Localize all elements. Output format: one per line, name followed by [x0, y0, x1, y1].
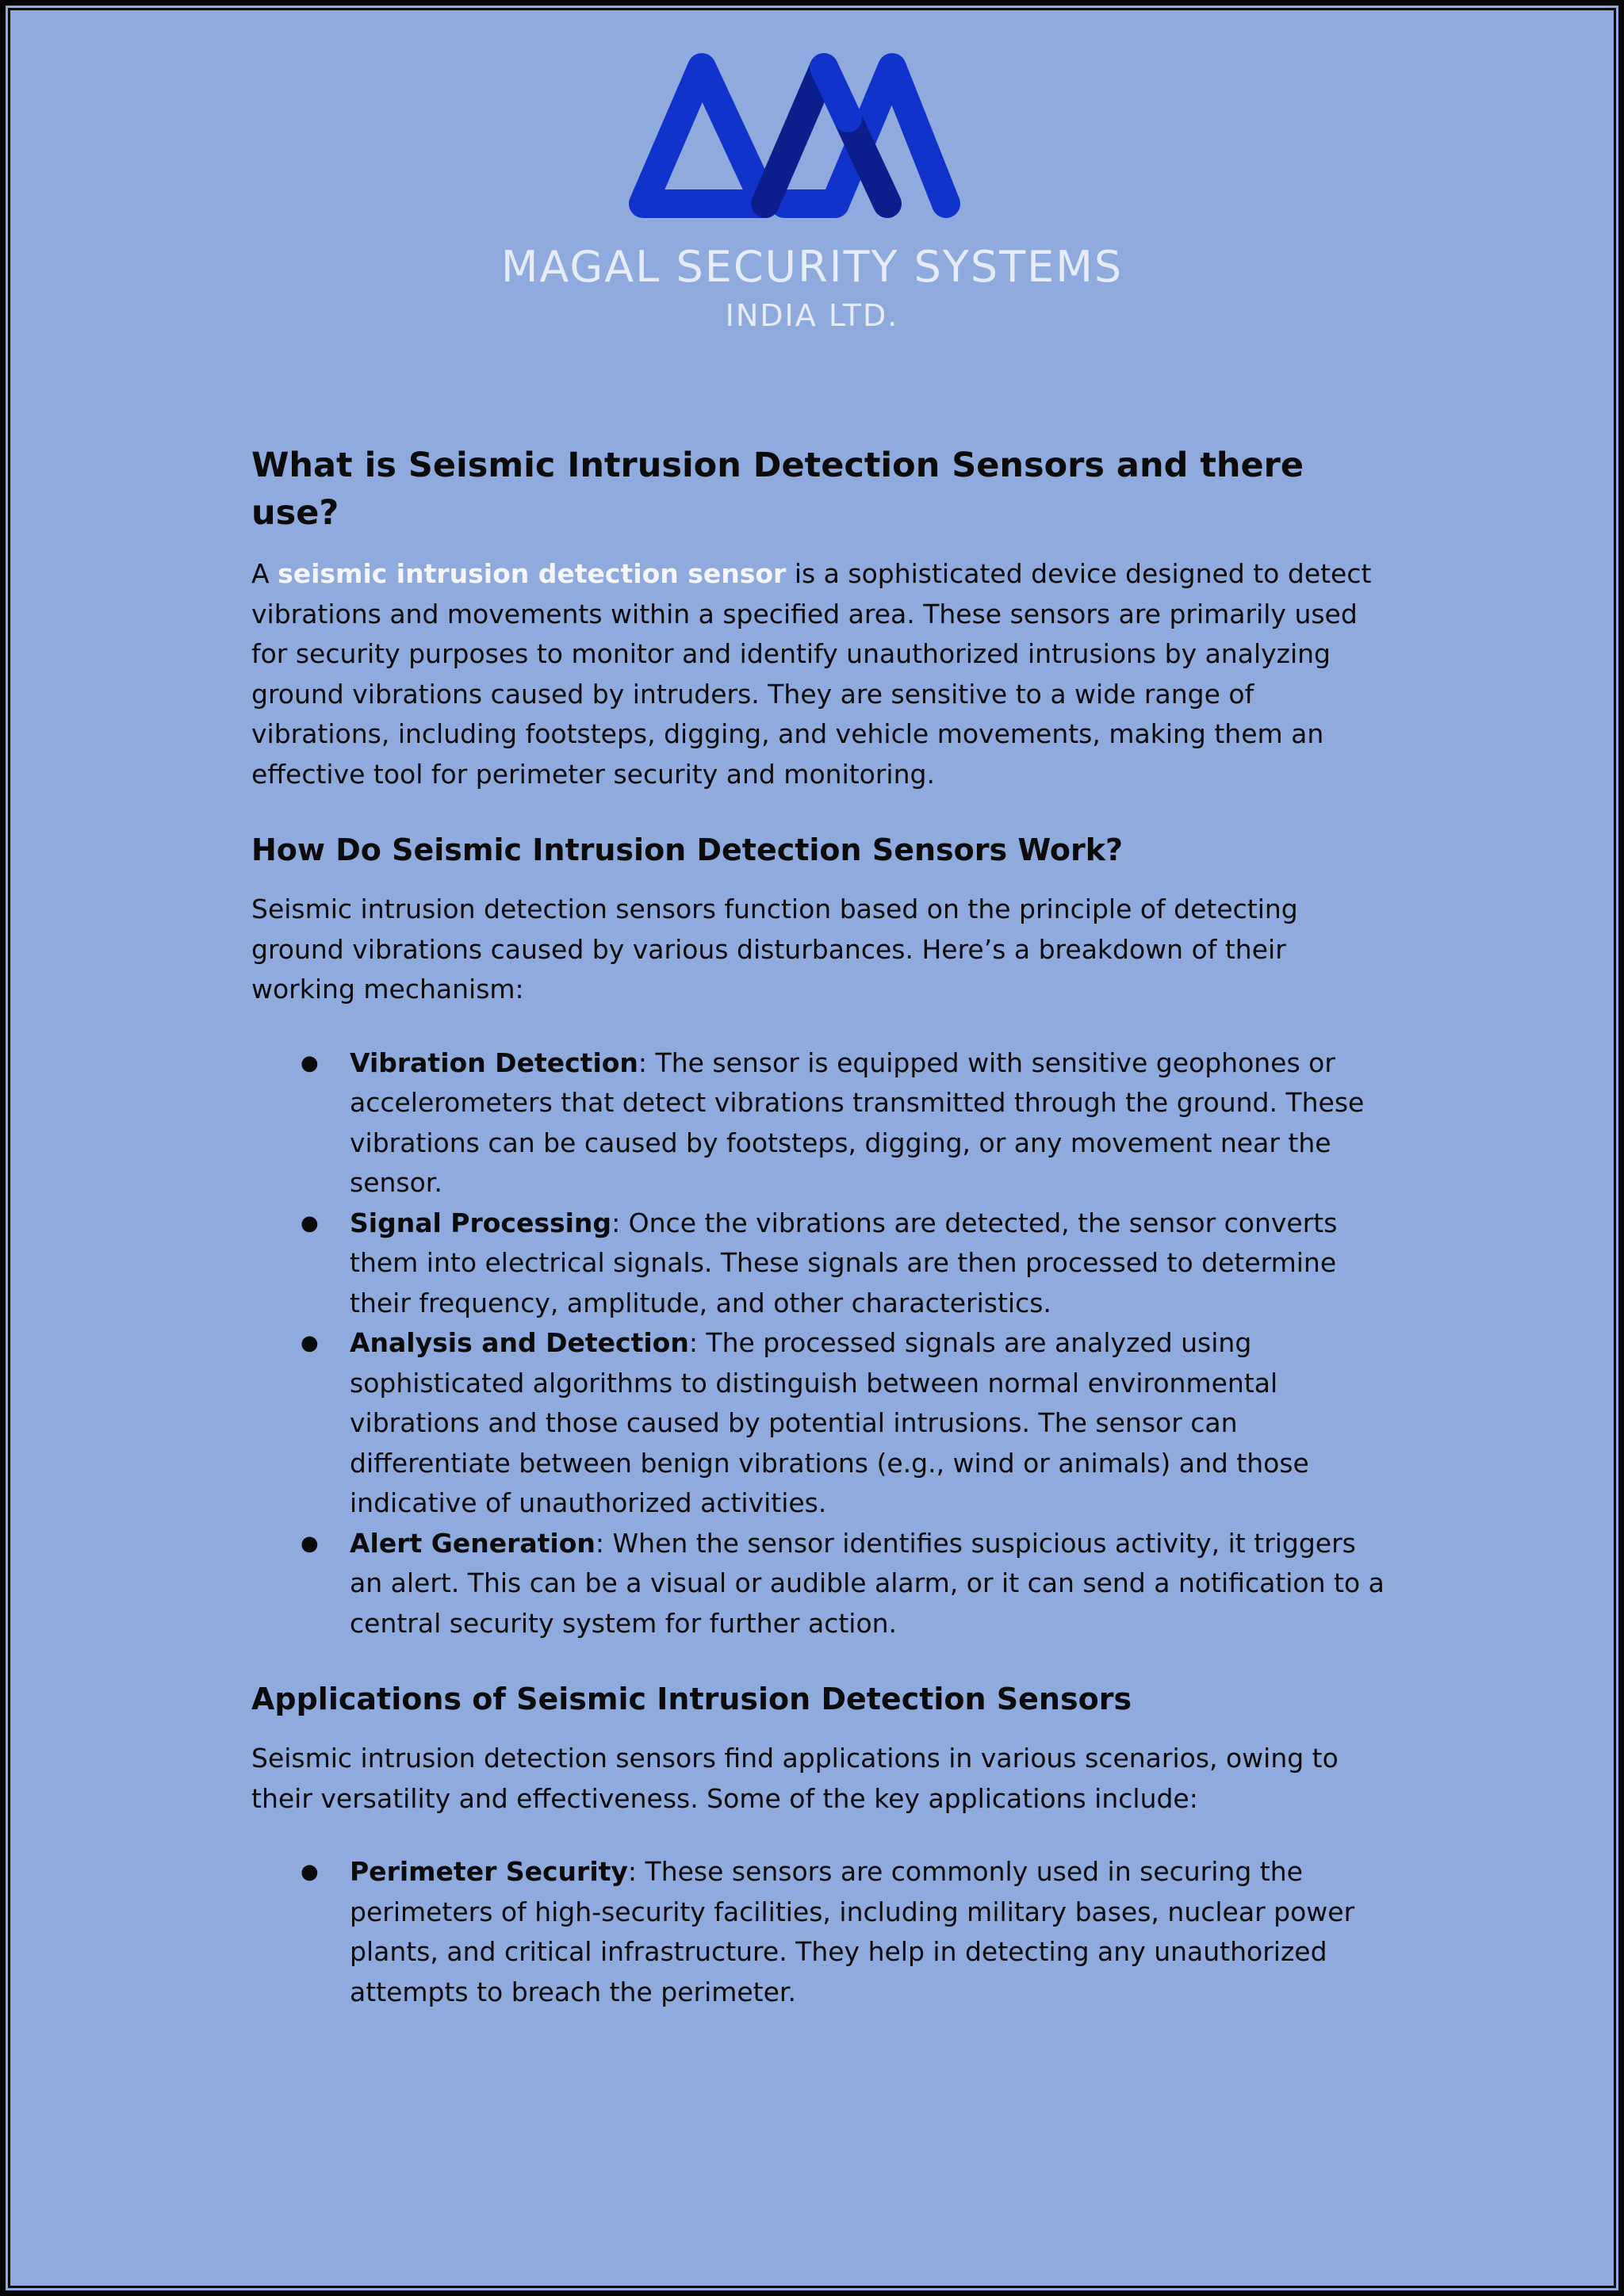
- working-mechanism-list: [251, 1043, 1393, 1644]
- list-item-text: : Once the vibrations are detected, the sensor converts them into electrical signals. These signals are then processed to determine their frequency, amplitude, and other characteristics.: [350, 1207, 1338, 1318]
- bullet-icon: ●: [301, 1211, 319, 1235]
- list-item-term: Alert Generation: [350, 1527, 596, 1559]
- list-item: [251, 1524, 1393, 1644]
- section3-intro: Seismic intrusion detection sensors find applications in various scenarios, owing to their versatility and effectiveness. Some of the key applications include:: [251, 1743, 1339, 1814]
- bullet-icon: ●: [301, 1531, 319, 1556]
- list-item: [251, 1203, 1393, 1324]
- bullet-icon: ●: [301, 1050, 319, 1075]
- article-content: [251, 442, 1393, 2012]
- list-item-term: Signal Processing: [350, 1207, 612, 1238]
- section3-heading: Applications of Seismic Intrusion Detection Sensors: [251, 1682, 1132, 1716]
- logo-company-subtitle: INDIA LTD.: [725, 298, 899, 333]
- section1-body: is a sophisticated device designed to detect vibrations and movements within a specified area. These sensors are primarily used for security purposes to monitor and identify unauthorized intrusions by analyzing ground vibrations caused by intruders. They are sensitive to a wide range of vibrations, including footsteps, digging, and vehicle movements, making them an effective tool for perimeter security and monitoring.: [251, 558, 1372, 790]
- section2-intro: Seismic intrusion detection sensors function based on the principle of detecting ground vibrations caused by various disturbances. Here’s a breakdown of their working mechanism:: [251, 894, 1298, 1004]
- list-item-text: : The processed signals are analyzed using sophisticated algorithms to distinguish between normal environmental vibrations and those caused by potential intrusions. The sensor can differentiate between benign vibrations (e.g., wind or animals) and those indicative of unauthorized activities.: [350, 1327, 1309, 1518]
- list-item: [251, 1043, 1393, 1203]
- applications-list: [251, 1852, 1393, 2012]
- seismic-sensor-link[interactable]: seismic intrusion detection sensor: [278, 558, 787, 589]
- section2-heading: How Do Seismic Intrusion Detection Sensors Work?: [251, 832, 1124, 867]
- list-item-text: : When the sensor identifies suspicious activity, it triggers an alert. This can be a visual or audible alarm, or it can send a notification to a central security system for further action.: [350, 1527, 1385, 1639]
- company-logo: [6, 45, 1618, 333]
- logo-company-name: MAGAL SECURITY SYSTEMS: [500, 242, 1124, 292]
- list-item-term: Analysis and Detection: [350, 1327, 689, 1358]
- list-item-text: : The sensor is equipped with sensitive geophones or accelerometers that detect vibrations transmitted through the ground. These vibrations can be caused by footsteps, digging, or any movement near the sensor.: [350, 1047, 1365, 1198]
- list-item-text: : These sensors are commonly used in securing the perimeters of high-security facilities, including military bases, nuclear power plants, and critical infrastructure. They help in detecting any unauthorized attempts to breach the perimeter.: [350, 1856, 1355, 2007]
- section1-heading: What is Seismic Intrusion Detection Sensors and there use?: [251, 446, 1304, 533]
- bullet-icon: ●: [301, 1860, 319, 1884]
- list-item-term: Perimeter Security: [350, 1856, 628, 1887]
- section1-paragraph: [251, 554, 1393, 794]
- list-item: [251, 1323, 1393, 1524]
- list-item: [251, 1852, 1393, 2012]
- section1-lead: A: [251, 558, 270, 589]
- bullet-icon: ●: [301, 1331, 319, 1355]
- list-item-term: Vibration Detection: [350, 1047, 638, 1078]
- magal-logo-mark-icon: [626, 45, 998, 235]
